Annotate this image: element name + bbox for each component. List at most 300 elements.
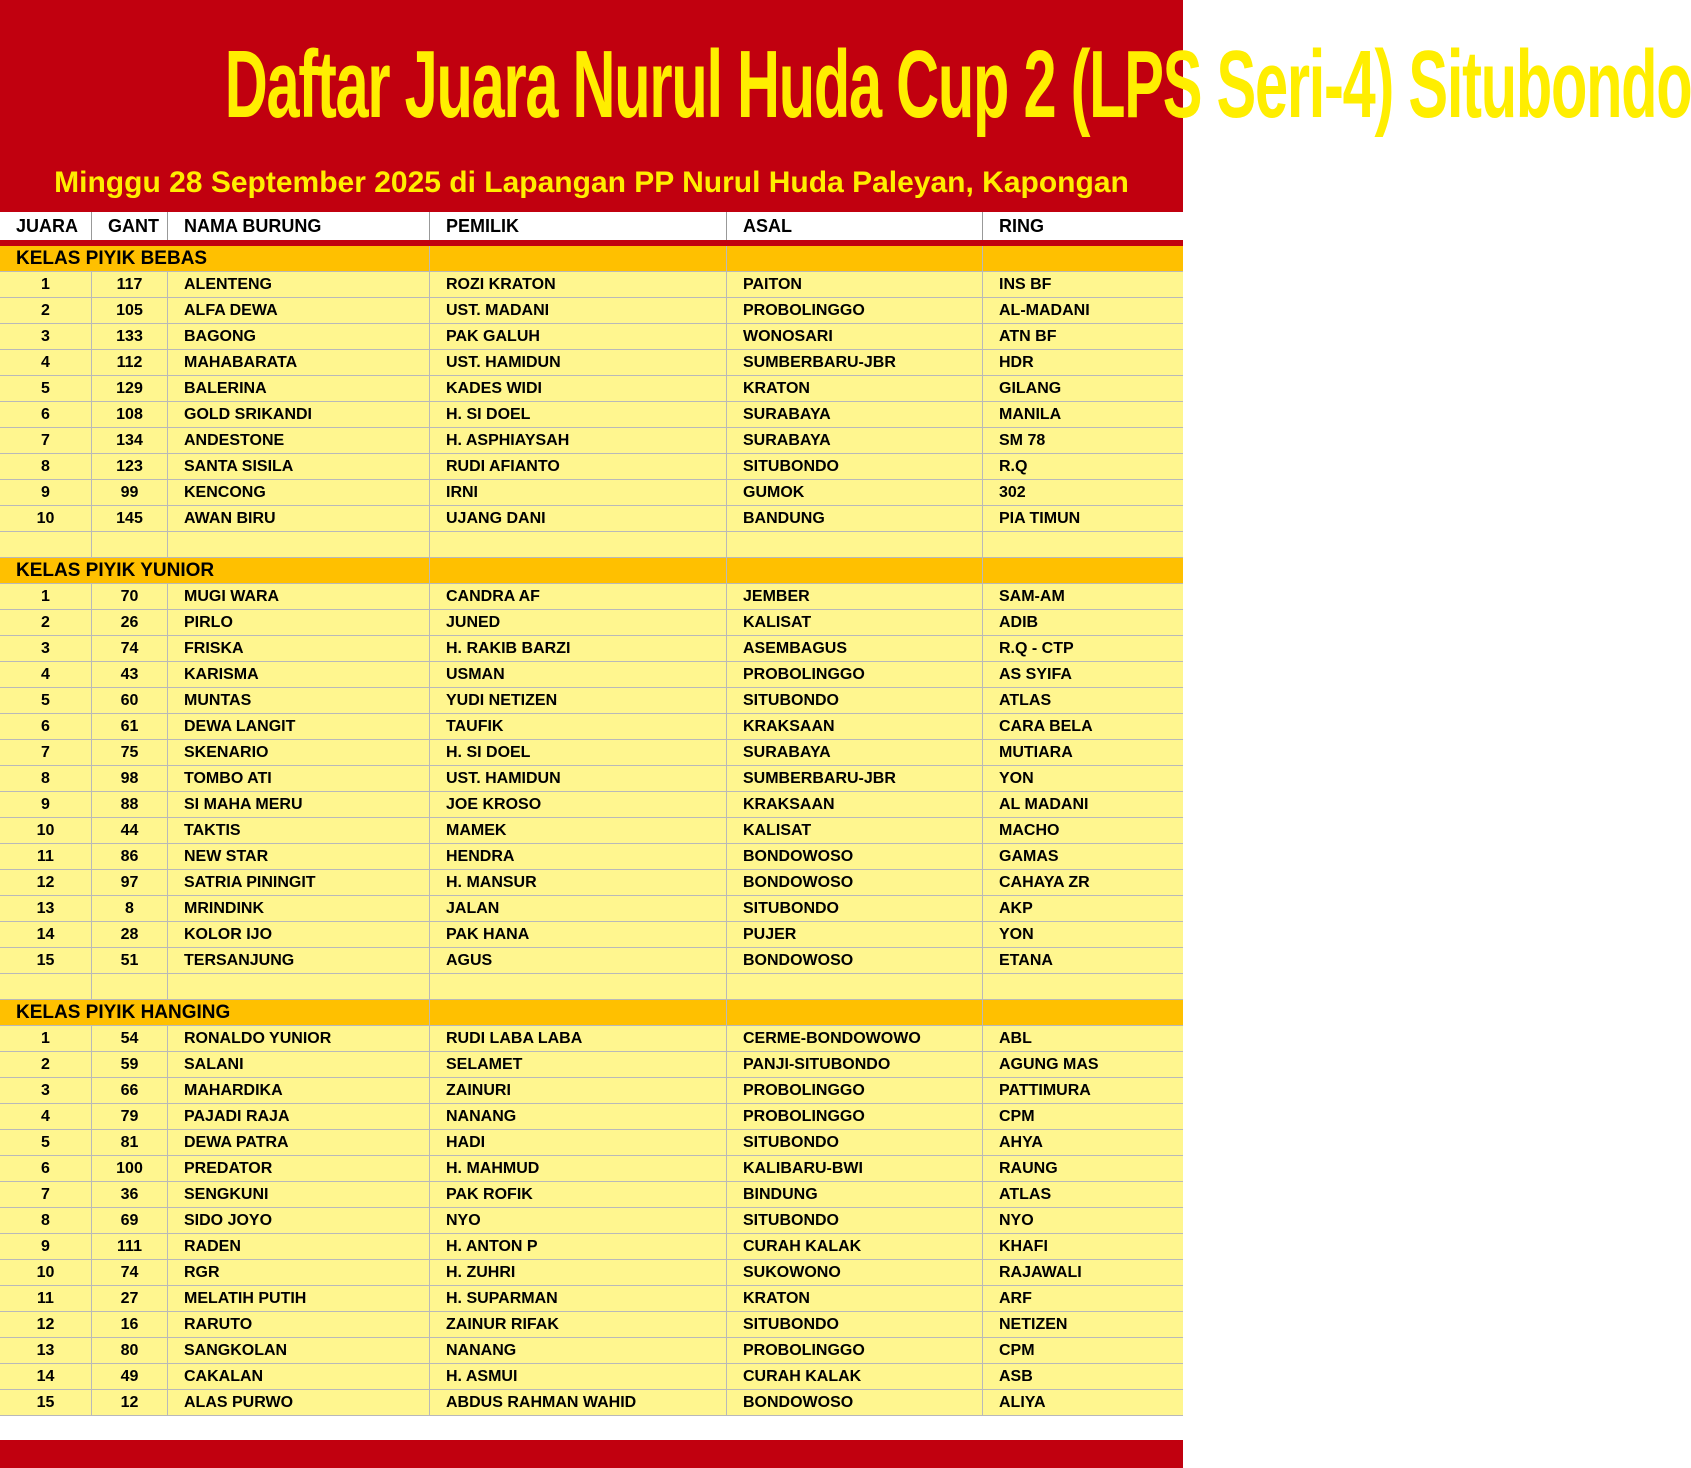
table-row	[0, 1364, 1183, 1390]
cell-gant: 108	[92, 402, 168, 427]
cell-asal: SUMBERBARU-JBR	[727, 766, 983, 791]
cell-pemilik: PAK GALUH	[430, 324, 727, 349]
cell-pemilik: YUDI NETIZEN	[430, 688, 727, 713]
cell-ring: CPM	[999, 1108, 1035, 1125]
cell-ring: AS SYIFA	[999, 666, 1072, 683]
cell-asal: KALIBARU-BWI	[727, 1156, 983, 1181]
cell-juara: 8	[0, 1208, 92, 1233]
cell-pemilik: AGUS	[430, 948, 727, 973]
table-row	[0, 324, 1183, 350]
empty-cell	[430, 558, 727, 583]
cell-asal: PROBOLINGGO	[727, 1104, 983, 1129]
cell-juara: 4	[0, 350, 92, 375]
table-header	[0, 212, 1183, 246]
cell-asal: PANJI-SITUBONDO	[727, 1052, 983, 1077]
table-row	[0, 1130, 1183, 1156]
cell-ring: AL-MADANI	[999, 302, 1090, 319]
footer-bar	[0, 1440, 1183, 1468]
empty-cell	[983, 532, 1183, 557]
table-row	[0, 1052, 1183, 1078]
section-label: KELAS PIYIK HANGING	[0, 1000, 430, 1025]
cell-ring: RAJAWALI	[999, 1264, 1082, 1281]
cell-pemilik: KADES WIDI	[430, 376, 727, 401]
cell-nama-burung: RGR	[168, 1260, 430, 1285]
cell-pemilik: USMAN	[430, 662, 727, 687]
cell-asal: SITUBONDO	[727, 1208, 983, 1233]
cell-nama-burung: MELATIH PUTIH	[168, 1286, 430, 1311]
cell-gant: 12	[92, 1390, 168, 1415]
cell-nama-burung: RARUTO	[168, 1312, 430, 1337]
empty-cell	[0, 974, 92, 999]
cell-ring: 302	[999, 484, 1026, 501]
cell-nama-burung: KARISMA	[168, 662, 430, 687]
cell-pemilik: HADI	[430, 1130, 727, 1155]
cell-nama-burung: SIDO JOYO	[168, 1208, 430, 1233]
cell-pemilik: ABDUS RAHMAN WAHID	[430, 1390, 727, 1415]
cell-juara: 3	[0, 636, 92, 661]
cell-ring: AKP	[999, 900, 1033, 917]
cell-juara: 8	[0, 454, 92, 479]
cell-pemilik: IRNI	[430, 480, 727, 505]
cell-gant: 123	[92, 454, 168, 479]
section-header-row	[0, 558, 1183, 584]
cell-ring: R.Q - CTP	[999, 640, 1074, 657]
empty-cell	[727, 532, 983, 557]
empty-cell	[983, 1000, 1183, 1025]
cell-gant: 51	[92, 948, 168, 973]
cell-pemilik: H. ASPHIAYSAH	[430, 428, 727, 453]
cell-asal: PAITON	[727, 272, 983, 297]
cell-pemilik: SELAMET	[430, 1052, 727, 1077]
cell-nama-burung: DEWA LANGIT	[168, 714, 430, 739]
cell-juara: 13	[0, 896, 92, 921]
table-row	[0, 376, 1183, 402]
cell-ring: R.Q	[999, 458, 1028, 475]
cell-ring: AGUNG MAS	[999, 1056, 1099, 1073]
table-row	[0, 844, 1183, 870]
cell-gant: 61	[92, 714, 168, 739]
cell-gant: 81	[92, 1130, 168, 1155]
table-row	[0, 636, 1183, 662]
cell-asal: SUKOWONO	[727, 1260, 983, 1285]
cell-juara: 1	[0, 272, 92, 297]
table-row	[0, 1312, 1183, 1338]
cell-pemilik: H. RAKIB BARZI	[430, 636, 727, 661]
cell-juara: 2	[0, 298, 92, 323]
cell-juara: 4	[0, 662, 92, 687]
cell-gant: 100	[92, 1156, 168, 1181]
cell-ring: MANILA	[999, 406, 1062, 423]
cell-juara: 9	[0, 480, 92, 505]
cell-juara: 2	[0, 1052, 92, 1077]
table-row	[0, 662, 1183, 688]
table-row	[0, 1208, 1183, 1234]
table-row	[0, 792, 1183, 818]
cell-ring: ADIB	[999, 614, 1039, 631]
cell-pemilik: ZAINURI	[430, 1078, 727, 1103]
cell-juara: 3	[0, 324, 92, 349]
cell-nama-burung: NEW STAR	[168, 844, 430, 869]
cell-gant: 8	[92, 896, 168, 921]
cell-asal: SURABAYA	[727, 740, 983, 765]
cell-nama-burung: CAKALAN	[168, 1364, 430, 1389]
page-title: Daftar Juara Nurul Huda Cup 2 (LPS Seri-4) Situbondo	[224, 31, 1691, 138]
table-row	[0, 766, 1183, 792]
cell-gant: 97	[92, 870, 168, 895]
cell-ring: HDR	[999, 354, 1034, 371]
cell-gant: 79	[92, 1104, 168, 1129]
cell-pemilik: JUNED	[430, 610, 727, 635]
cell-asal: KALISAT	[727, 818, 983, 843]
cell-ring: YON	[999, 926, 1034, 943]
cell-pemilik: ZAINUR RIFAK	[430, 1312, 727, 1337]
cell-gant: 26	[92, 610, 168, 635]
cell-gant: 54	[92, 1026, 168, 1051]
cell-ring: ETANA	[999, 952, 1053, 969]
table-row	[0, 896, 1183, 922]
cell-nama-burung: SI MAHA MERU	[168, 792, 430, 817]
results-table	[0, 246, 1183, 1416]
cell-juara: 3	[0, 1078, 92, 1103]
cell-gant: 74	[92, 636, 168, 661]
cell-nama-burung: ALAS PURWO	[168, 1390, 430, 1415]
cell-ring: SM 78	[999, 432, 1046, 449]
cell-ring: SAM-AM	[999, 588, 1065, 605]
cell-ring: MACHO	[999, 822, 1060, 839]
cell-pemilik: RUDI LABA LABA	[430, 1026, 727, 1051]
table-row	[0, 350, 1183, 376]
cell-pemilik: UST. MADANI	[430, 298, 727, 323]
cell-nama-burung: MRINDINK	[168, 896, 430, 921]
cell-asal: BONDOWOSO	[727, 1390, 983, 1415]
cell-asal: SURABAYA	[727, 402, 983, 427]
table-row	[0, 714, 1183, 740]
column-header-pemilik: PEMILIK	[430, 212, 727, 240]
cell-asal: CERME-BONDOWOWO	[727, 1026, 983, 1051]
table-row	[0, 1026, 1183, 1052]
table-row	[0, 1078, 1183, 1104]
cell-pemilik: HENDRA	[430, 844, 727, 869]
cell-nama-burung: SANGKOLAN	[168, 1338, 430, 1363]
cell-pemilik: H. MAHMUD	[430, 1156, 727, 1181]
table-row	[0, 1286, 1183, 1312]
cell-asal: ASEMBAGUS	[727, 636, 983, 661]
cell-gant: 98	[92, 766, 168, 791]
section-label: KELAS PIYIK BEBAS	[0, 246, 430, 271]
cell-juara: 10	[0, 818, 92, 843]
cell-juara: 15	[0, 1390, 92, 1415]
empty-cell	[430, 246, 727, 271]
cell-nama-burung: MAHABARATA	[168, 350, 430, 375]
cell-asal: JEMBER	[727, 584, 983, 609]
cell-gant: 60	[92, 688, 168, 713]
cell-ring: ATN BF	[999, 328, 1057, 345]
cell-asal: SITUBONDO	[727, 454, 983, 479]
cell-pemilik: H. SUPARMAN	[430, 1286, 727, 1311]
cell-nama-burung: BALERINA	[168, 376, 430, 401]
cell-gant: 36	[92, 1182, 168, 1207]
cell-asal: SITUBONDO	[727, 896, 983, 921]
cell-ring: CPM	[999, 1342, 1035, 1359]
cell-nama-burung: RADEN	[168, 1234, 430, 1259]
cell-ring: CAHAYA ZR	[999, 874, 1090, 891]
cell-asal: BONDOWOSO	[727, 870, 983, 895]
table-row	[0, 428, 1183, 454]
cell-ring: NYO	[999, 1212, 1034, 1229]
page-subtitle: Minggu 28 September 2025 di Lapangan PP Nurul Huda Paleyan, Kapongan	[54, 166, 1129, 199]
cell-juara: 12	[0, 1312, 92, 1337]
cell-gant: 49	[92, 1364, 168, 1389]
cell-nama-burung: DEWA PATRA	[168, 1130, 430, 1155]
cell-nama-burung: MUNTAS	[168, 688, 430, 713]
cell-ring: INS BF	[999, 276, 1052, 293]
cell-asal: SURABAYA	[727, 428, 983, 453]
cell-nama-burung: RONALDO YUNIOR	[168, 1026, 430, 1051]
cell-juara: 7	[0, 428, 92, 453]
cell-juara: 9	[0, 792, 92, 817]
empty-cell	[0, 532, 92, 557]
cell-ring: GILANG	[999, 380, 1062, 397]
cell-nama-burung: PREDATOR	[168, 1156, 430, 1181]
table-row	[0, 584, 1183, 610]
cell-asal: SITUBONDO	[727, 1312, 983, 1337]
cell-juara: 6	[0, 714, 92, 739]
cell-pemilik: UST. HAMIDUN	[430, 766, 727, 791]
cell-juara: 4	[0, 1104, 92, 1129]
empty-cell	[92, 974, 168, 999]
table-row	[0, 818, 1183, 844]
cell-juara: 5	[0, 688, 92, 713]
cell-juara: 6	[0, 402, 92, 427]
cell-gant: 99	[92, 480, 168, 505]
cell-gant: 69	[92, 1208, 168, 1233]
empty-cell	[727, 1000, 983, 1025]
cell-gant: 117	[92, 272, 168, 297]
cell-nama-burung: KOLOR IJO	[168, 922, 430, 947]
cell-pemilik: PAK ROFIK	[430, 1182, 727, 1207]
cell-asal: KRAKSAAN	[727, 792, 983, 817]
cell-ring: PIA TIMUN	[999, 510, 1081, 527]
empty-cell	[168, 974, 430, 999]
cell-gant: 111	[92, 1234, 168, 1259]
cell-pemilik: H. MANSUR	[430, 870, 727, 895]
cell-asal: PROBOLINGGO	[727, 1338, 983, 1363]
cell-juara: 11	[0, 844, 92, 869]
cell-asal: SUMBERBARU-JBR	[727, 350, 983, 375]
cell-gant: 133	[92, 324, 168, 349]
cell-juara: 6	[0, 1156, 92, 1181]
cell-nama-burung: SANTA SISILA	[168, 454, 430, 479]
cell-gant: 44	[92, 818, 168, 843]
cell-pemilik: PAK HANA	[430, 922, 727, 947]
cell-gant: 74	[92, 1260, 168, 1285]
cell-ring: RAUNG	[999, 1160, 1058, 1177]
empty-cell	[727, 246, 983, 271]
cell-nama-burung: ANDESTONE	[168, 428, 430, 453]
cell-nama-burung: SKENARIO	[168, 740, 430, 765]
table-row	[0, 1260, 1183, 1286]
cell-gant: 75	[92, 740, 168, 765]
cell-juara: 15	[0, 948, 92, 973]
empty-cell	[983, 246, 1183, 271]
cell-asal: KRATON	[727, 376, 983, 401]
cell-ring: YON	[999, 770, 1034, 787]
table-row	[0, 1234, 1183, 1260]
cell-nama-burung: SATRIA PININGIT	[168, 870, 430, 895]
cell-pemilik: NYO	[430, 1208, 727, 1233]
cell-asal: BONDOWOSO	[727, 844, 983, 869]
cell-juara: 7	[0, 1182, 92, 1207]
section-header-row	[0, 246, 1183, 272]
column-header-gant: GANT	[92, 212, 168, 240]
cell-ring: ALIYA	[999, 1394, 1046, 1411]
cell-asal: KRATON	[727, 1286, 983, 1311]
cell-asal: PUJER	[727, 922, 983, 947]
table-row	[0, 688, 1183, 714]
cell-nama-burung: BAGONG	[168, 324, 430, 349]
cell-asal: CURAH KALAK	[727, 1234, 983, 1259]
table-row	[0, 922, 1183, 948]
cell-ring: ARF	[999, 1290, 1032, 1307]
cell-pemilik: H. ZUHRI	[430, 1260, 727, 1285]
table-row	[0, 610, 1183, 636]
cell-gant: 43	[92, 662, 168, 687]
cell-ring: NETIZEN	[999, 1316, 1068, 1333]
cell-ring: AHYA	[999, 1134, 1043, 1151]
table-row	[0, 480, 1183, 506]
cell-pemilik: H. ANTON P	[430, 1234, 727, 1259]
cell-ring: MUTIARA	[999, 744, 1073, 761]
cell-nama-burung: PIRLO	[168, 610, 430, 635]
table-row	[0, 1156, 1183, 1182]
cell-asal: BONDOWOSO	[727, 948, 983, 973]
cell-gant: 27	[92, 1286, 168, 1311]
cell-gant: 145	[92, 506, 168, 531]
cell-pemilik: UJANG DANI	[430, 506, 727, 531]
cell-nama-burung: ALFA DEWA	[168, 298, 430, 323]
cell-juara: 5	[0, 1130, 92, 1155]
cell-asal: KRAKSAAN	[727, 714, 983, 739]
cell-asal: SITUBONDO	[727, 688, 983, 713]
cell-gant: 86	[92, 844, 168, 869]
column-header-ring: RING	[999, 216, 1044, 236]
cell-juara: 10	[0, 1260, 92, 1285]
cell-juara: 5	[0, 376, 92, 401]
empty-cell	[983, 558, 1183, 583]
cell-ring: ABL	[999, 1030, 1032, 1047]
empty-cell	[727, 558, 983, 583]
column-header-juara: JUARA	[0, 212, 92, 240]
empty-cell	[983, 974, 1183, 999]
cell-pemilik: TAUFIK	[430, 714, 727, 739]
cell-pemilik: UST. HAMIDUN	[430, 350, 727, 375]
empty-cell	[727, 974, 983, 999]
cell-gant: 16	[92, 1312, 168, 1337]
table-row	[0, 454, 1183, 480]
cell-gant: 88	[92, 792, 168, 817]
cell-ring: CARA BELA	[999, 718, 1093, 735]
table-row	[0, 870, 1183, 896]
cell-gant: 105	[92, 298, 168, 323]
cell-nama-burung: GOLD SRIKANDI	[168, 402, 430, 427]
cell-asal: PROBOLINGGO	[727, 298, 983, 323]
cell-juara: 10	[0, 506, 92, 531]
cell-juara: 13	[0, 1338, 92, 1363]
cell-nama-burung: MUGI WARA	[168, 584, 430, 609]
cell-pemilik: JOE KROSO	[430, 792, 727, 817]
cell-nama-burung: KENCONG	[168, 480, 430, 505]
cell-nama-burung: MAHARDIKA	[168, 1078, 430, 1103]
cell-nama-burung: AWAN BIRU	[168, 506, 430, 531]
cell-juara: 9	[0, 1234, 92, 1259]
section-header-row	[0, 1000, 1183, 1026]
cell-gant: 28	[92, 922, 168, 947]
cell-asal: BANDUNG	[727, 506, 983, 531]
cell-pemilik: CANDRA AF	[430, 584, 727, 609]
column-header-asal: ASAL	[727, 212, 983, 240]
cell-pemilik: H. SI DOEL	[430, 740, 727, 765]
cell-gant: 66	[92, 1078, 168, 1103]
table-row	[0, 1338, 1183, 1364]
empty-cell	[168, 532, 430, 557]
cell-asal: KALISAT	[727, 610, 983, 635]
spacer-row	[0, 532, 1183, 558]
cell-pemilik: JALAN	[430, 896, 727, 921]
cell-nama-burung: SALANI	[168, 1052, 430, 1077]
cell-nama-burung: PAJADI RAJA	[168, 1104, 430, 1129]
cell-nama-burung: FRISKA	[168, 636, 430, 661]
cell-juara: 1	[0, 584, 92, 609]
cell-gant: 129	[92, 376, 168, 401]
cell-juara: 1	[0, 1026, 92, 1051]
cell-asal: WONOSARI	[727, 324, 983, 349]
cell-juara: 14	[0, 922, 92, 947]
cell-asal: SITUBONDO	[727, 1130, 983, 1155]
cell-ring: ATLAS	[999, 692, 1052, 709]
spacer-row	[0, 974, 1183, 1000]
cell-pemilik: H. ASMUI	[430, 1364, 727, 1389]
cell-juara: 7	[0, 740, 92, 765]
cell-pemilik: H. SI DOEL	[430, 402, 727, 427]
table-row	[0, 298, 1183, 324]
cell-juara: 12	[0, 870, 92, 895]
cell-ring: AL MADANI	[999, 796, 1089, 813]
cell-gant: 59	[92, 1052, 168, 1077]
cell-gant: 70	[92, 584, 168, 609]
cell-nama-burung: TAKTIS	[168, 818, 430, 843]
table-row	[0, 1182, 1183, 1208]
column-header-nama-burung: NAMA BURUNG	[168, 212, 430, 240]
cell-gant: 134	[92, 428, 168, 453]
cell-pemilik: NANANG	[430, 1104, 727, 1129]
cell-nama-burung: SENGKUNI	[168, 1182, 430, 1207]
table-row	[0, 272, 1183, 298]
cell-juara: 2	[0, 610, 92, 635]
cell-juara: 11	[0, 1286, 92, 1311]
empty-cell	[430, 532, 727, 557]
cell-pemilik: RUDI AFIANTO	[430, 454, 727, 479]
cell-asal: GUMOK	[727, 480, 983, 505]
header-banner	[0, 0, 1691, 212]
cell-gant: 112	[92, 350, 168, 375]
cell-nama-burung: ALENTENG	[168, 272, 430, 297]
empty-cell	[92, 532, 168, 557]
cell-gant: 80	[92, 1338, 168, 1363]
table-row	[0, 1390, 1183, 1416]
cell-asal: PROBOLINGGO	[727, 1078, 983, 1103]
cell-asal: PROBOLINGGO	[727, 662, 983, 687]
table-row	[0, 402, 1183, 428]
